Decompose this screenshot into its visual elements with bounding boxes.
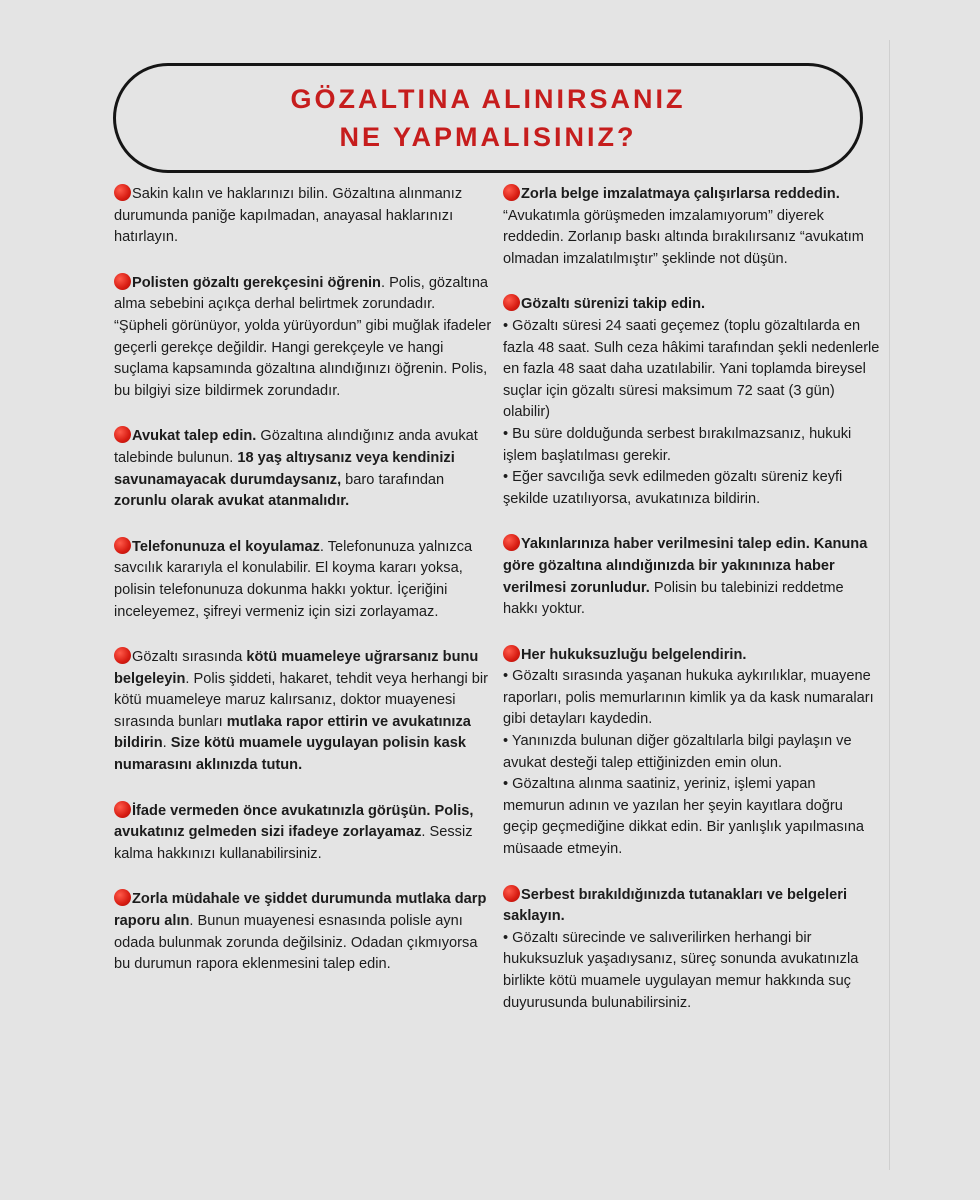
tip-bold-text: zorunlu olarak avukat atanmalıdır. [114,493,350,510]
tip-bold-text: Zorla müdahale ve şiddet durumunda mutlaka darp raporu alın [114,891,487,930]
tip-item [503,294,881,510]
red-circle-icon [503,294,520,311]
tip-paragraph [114,889,492,975]
tip-paragraph [503,294,881,316]
red-circle-icon [114,184,131,201]
tip-bold-text: Gözaltı sürenizi takip edin. [521,296,706,313]
tip-bullet: • Eğer savcılığa sevk edilmeden gözaltı süreniz keyfi şekilde uzatılıyorsa, avukatınıza bildirin. [503,469,843,507]
tip-paragraph [503,184,881,270]
red-circle-icon [114,889,131,906]
tip-bullet: • Gözaltı sırasında yaşanan hukuka aykırılıklar, muayene raporları, polis memurlarının kimlik ya da kask numaraları gibi detayları kaydedin. [503,668,874,728]
tip-text: . Telefonunuza yalnızca savcılık kararıyla el konulabilir. El koyma kararı yoksa, polisin telefonunuza dokunma hakkı yoktur. İçeriğini inceleyemez, şifreyi vermeniz için sizi zorlayamaz. [114,538,473,620]
tip-text: baro tarafından [341,471,445,488]
tip-text: Gözaltına alındığınız anda avukat talebinde bulunun. [114,428,478,466]
tip-item [114,184,492,249]
tip-paragraph [114,273,492,403]
tip-paragraph [114,647,492,777]
tip-bold-text: Avukat talep edin. [132,428,257,445]
tip-paragraph [114,426,492,512]
tip-bullet: • Gözaltı süresi 24 saati geçemez (toplu gözaltılarda en fazla 48 saat. Sulh ceza hâkimi tarafından şekli nedenlerle en fazla 48 saat daha uzatılabilir. Yani toplamda bireysel suçlar için gözaltı süresi maksimum 72 saat (3 gün) olabilir) [503,317,880,421]
tip-paragraph [503,645,881,667]
tip-bold-text: mutlaka rapor ettirin ve avukatınıza bildirin [114,713,471,752]
tip-bullet: • Gözaltı sürecinde ve salıverilirken herhangi bir hukuksuzluk yaşadıysanız, süreç sonunda avukatınızla birlikte kötü muamele uygulayan memur hakkında suç duyurusunda bulunabilirsiniz. [503,929,859,1011]
red-circle-icon [114,647,131,664]
tip-text: . [162,735,171,752]
tip-paragraph [503,534,881,620]
red-circle-icon [503,534,520,551]
left-column [114,184,492,1000]
tip-paragraph [503,885,881,928]
red-circle-icon [114,273,131,290]
tip-text: . Polis, gözaltına alma sebebini açıkça derhal belirtmek zorundadır. “Şüpheli görünüyor, yolda yürüyordun” gibi muğlak ifadeler geçerli gerekçe değildir. Hangi gerekçeyle ve hangi suçlama kapsamında gözaltına alındığınızı öğrenin. Polis, bu bilgiyi size bildirmek zorundadır. [114,274,492,399]
tip-item [114,889,492,975]
tip-paragraph [114,184,492,249]
tip-bullet: • Yanınızda bulunan diğer gözaltılarla bilgi paylaşın ve avukat desteği talep ettiğinizden emin olun. [503,733,852,771]
red-circle-icon [503,184,520,201]
tip-item [503,885,881,1015]
tip-paragraph [114,537,492,623]
red-circle-icon [114,426,131,443]
tip-text: Gözaltı sırasında [132,649,247,666]
tip-text: Sakin kalın ve haklarınızı bilin. Gözaltına alınmanız durumunda paniğe kapılmadan, anayasal haklarınızı hatırlayın. [114,186,463,246]
tip-bold-text: İfade vermeden önce avukatınızla görüşün. Polis, avukatınız gelmeden sizi ifadeye zorlayamaz [114,802,474,841]
red-circle-icon [114,801,131,818]
tip-bold-text: Size kötü muamele uygulayan polisin kask numarasını aklınızda tutun. [114,735,466,774]
tip-bold-text: 18 yaş altıysanız veya kendinizi savunamayacak durumdaysanız, [114,449,455,488]
page-edge-divider [889,40,890,1170]
tip-paragraph [114,801,492,866]
red-circle-icon [503,885,520,902]
tip-text: “Avukatımla görüşmeden imzalamıyorum” diyerek reddedin. Zorlanıp baskı altında bırakılırsanız “avukatım olmadan imzalatılmıştır” şeklinde not düşün. [503,207,864,267]
tip-bold-text: Serbest bırakıldığınızda tutanakları ve belgeleri saklayın. [503,886,848,925]
red-circle-icon [114,537,131,554]
tip-bullet: • Gözaltına alınma saatiniz, yeriniz, işlemi yapan memurun adının ve yazılan her şeyin kayıtlara doğru geçip geçmediğine dikkat edin. Bir yanlışlık yapılmasına müsaade etmeyin. [503,776,864,858]
tip-text: . Bunun muayenesi esnasında polisle aynı odada bulunmak zorunda değilsiniz. Odadan çıkmıyorsa bu durumun rapora eklenmesini talep edin. [114,913,478,973]
tip-item [503,534,881,620]
tip-bullet: • Bu süre dolduğunda serbest bırakılmazsanız, hukuki işlem başlatılması gerekir. [503,425,852,464]
tip-bold-text: Polisten gözaltı gerekçesini öğrenin [132,274,381,291]
tip-bold-text: kötü muameleye uğrarsanız bunu belgeleyin [114,649,479,687]
tip-text: Polisin bu talebinizi reddetme hakkı yoktur. [503,579,844,618]
right-column [503,184,881,1038]
tip-text: . Sessiz kalma hakkınızı kullanabilirsiniz. [114,824,473,862]
tip-item [114,426,492,512]
title-banner [113,63,863,173]
title-line-1: GÖZALTINA ALINIRSANIZ [290,84,686,114]
tip-item [503,184,881,270]
tip-bold-text: Telefonunuza el koyulamaz [132,538,320,555]
tip-item [503,645,881,861]
tip-item [114,537,492,623]
tip-item [114,801,492,866]
tip-text: . Polis şiddeti, hakaret, tehdit veya herhangi bir kötü muameleye maruz kalırsanız, doktor muayenesi sırasında bunları [114,670,488,730]
tip-bold-text: Yakınlarınıza haber verilmesini talep edin. Kanuna göre gözaltına alındığınızda bir yakınınıza haber verilmesi zorunludur. [503,536,868,596]
tip-bold-text: Her hukuksuzluğu belgelendirin. [521,646,747,663]
tip-item [114,273,492,403]
title-line-2: NE YAPMALISINIZ? [339,122,637,152]
tip-bold-text: Zorla belge imzalatmaya çalışırlarsa reddedin. [521,186,840,202]
tip-item [114,647,492,777]
red-circle-icon [503,645,520,662]
